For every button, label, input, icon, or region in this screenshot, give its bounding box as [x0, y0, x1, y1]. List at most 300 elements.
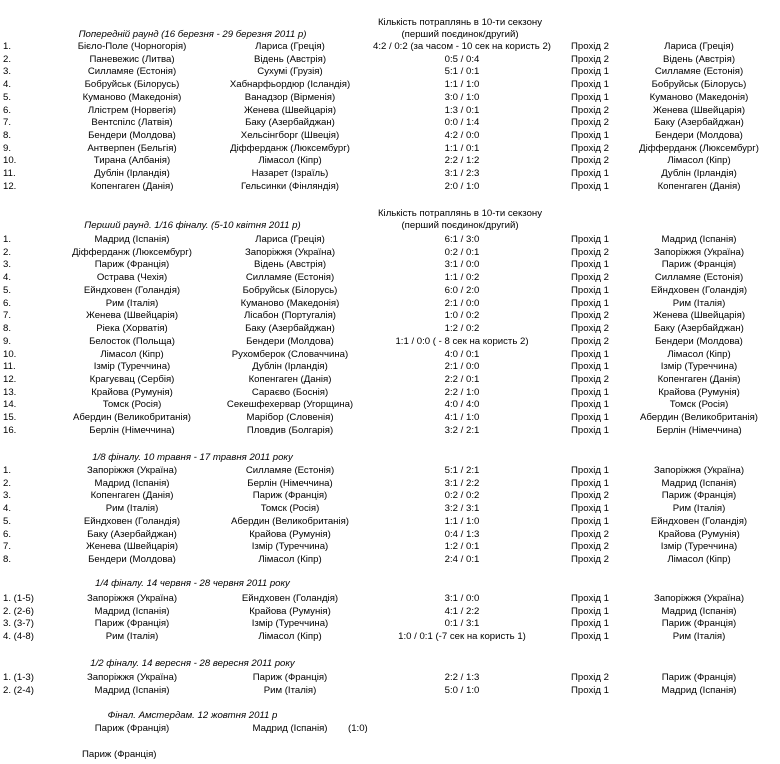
match-score: 0:4 / 1:3: [444, 528, 480, 540]
home-team: Рим (Італія): [105, 503, 159, 515]
advance-label: Прохід 2: [571, 323, 609, 335]
home-team: Берлін (Німеччина): [89, 424, 175, 436]
away-team: Абердин (Великобританія): [231, 515, 349, 527]
match-row: [0, 143, 780, 156]
match-score: 0:2 / 0:2: [444, 490, 480, 502]
match-score: 3:2 / 2:1: [444, 424, 480, 436]
away-team: Томск (Росія): [260, 503, 320, 515]
home-team: Бієло-Поле (Чорногорія): [77, 41, 187, 52]
section-header: [0, 443, 780, 467]
away-team: Париж (Франція): [252, 490, 328, 502]
section-header: [0, 649, 780, 673]
advance-label: Прохід 2: [571, 528, 609, 540]
away-team: Куманово (Македонія): [240, 297, 340, 309]
advance-label: Прохід 1: [571, 259, 609, 271]
advance-label: Прохід 2: [571, 246, 609, 258]
away-team: Крайова (Румунія): [249, 528, 331, 540]
home-team: Ріека (Хорватія): [96, 323, 168, 335]
match-number: 7.: [3, 310, 12, 322]
match-number: 3.: [3, 490, 12, 502]
advance-label: Прохід 1: [571, 465, 609, 476]
winner-team: Париж (Франція): [661, 259, 737, 271]
match-row: [0, 399, 780, 412]
match-score: 3:1 / 2:3: [444, 168, 480, 180]
match-row: [0, 66, 780, 79]
away-team: Лімасол (Кіпр): [258, 155, 322, 167]
winner-team: Берлін (Німеччина): [656, 424, 742, 436]
match-score: 1:2 / 0:1: [444, 541, 480, 553]
home-team: Запоріжжя (Україна): [86, 672, 178, 683]
home-team: Париж (Франція): [94, 618, 170, 630]
away-team: Рухомберок (Словаччина): [231, 348, 349, 360]
match-row: [0, 478, 780, 491]
match-row: [0, 349, 780, 362]
match-number: 2.: [3, 53, 12, 65]
match-score: 2:1 / 0:0: [444, 361, 480, 373]
match-number: 5.: [3, 284, 12, 296]
match-number: 2.: [3, 246, 12, 258]
advance-label: Прохід 1: [571, 631, 609, 642]
winner-team: Дублін (Ірландія): [661, 168, 737, 180]
match-number: 7.: [3, 117, 12, 129]
winner-team: Відень (Австрія): [662, 53, 736, 65]
home-team: Крагуєвац (Сербія): [89, 374, 175, 386]
match-row: [0, 606, 780, 619]
match-number: 1.: [3, 465, 12, 476]
advance-label: Прохід 2: [571, 490, 609, 502]
away-team: Діфферданж (Люксембург): [230, 142, 350, 154]
winner-team: Копенгаген (Данія): [657, 180, 741, 192]
advance-label: Прохід 2: [571, 155, 609, 167]
section-header: [0, 208, 780, 235]
match-score: 1:1 / 0:2: [444, 272, 480, 284]
final-away-team: Мадрид (Іспанія): [252, 723, 328, 734]
home-team: Женева (Швейцарія): [85, 541, 179, 553]
match-row: [0, 425, 780, 438]
winner-team: Абердин (Великобританія): [640, 412, 758, 424]
home-team: Ллістрем (Норвегія): [87, 104, 177, 116]
away-team: Рим (Італія): [263, 684, 317, 696]
away-team: Сухумі (Грузія): [257, 66, 323, 78]
home-team: Бендери (Молдова): [88, 130, 176, 142]
away-team: Лариса (Греція): [255, 234, 325, 245]
match-score: 5:1 / 2:1: [444, 465, 480, 476]
advance-label: Прохід 1: [571, 348, 609, 360]
winner-team: Томск (Росія): [669, 399, 729, 411]
winner-team: Копенгаген (Данія): [657, 374, 741, 386]
match-row: [0, 541, 780, 554]
winner-team: Париж (Франція): [661, 490, 737, 502]
advance-label: Прохід 1: [571, 424, 609, 436]
match-row: [0, 465, 780, 478]
home-team: Мадрид (Іспанія): [94, 605, 170, 617]
section-title: 1/8 фіналу. 10 травня - 17 травня 2011 року: [92, 452, 293, 463]
winner-team: Бендери (Молдова): [655, 335, 743, 347]
advance-label: Прохід 2: [571, 272, 609, 284]
match-number: 9.: [3, 142, 12, 154]
match-number: 8.: [3, 130, 12, 142]
advance-label: Прохід 1: [571, 180, 609, 192]
away-team: Силламяе (Естонія): [245, 465, 335, 476]
match-score: 0:2 / 0:1: [444, 246, 480, 258]
advance-label: Прохід 2: [571, 374, 609, 386]
match-number: 11.: [3, 361, 16, 373]
advance-label: Прохід 1: [571, 168, 609, 180]
advance-label: Прохід 2: [571, 553, 609, 565]
away-team: Лісабон (Португалія): [244, 310, 336, 322]
home-team: Копенгаген (Данія): [90, 180, 174, 192]
advance-label: Прохід 1: [571, 386, 609, 398]
match-number: 4.: [3, 79, 12, 91]
away-team: Хабнарфьордюр (Ісландія): [229, 79, 351, 91]
winner-team: Запоріжжя (Україна): [653, 593, 745, 604]
match-number: 1.: [3, 234, 12, 245]
match-number: 15.: [3, 412, 17, 424]
match-number: 3. (3-7): [3, 618, 34, 630]
advance-label: Прохід 1: [571, 477, 609, 489]
match-score: 0:1 / 3:1: [444, 618, 480, 630]
match-row: [0, 247, 780, 260]
score-header-line1: Кількість потраплянь в 10-ти секзону: [377, 17, 543, 28]
match-score: 4:1 / 1:0: [444, 412, 480, 424]
match-score: 4:0 / 0:1: [444, 348, 480, 360]
home-team: Бобруйськ (Білорусь): [84, 79, 180, 91]
match-row: [0, 181, 780, 194]
match-score: 2:1 / 0:0: [444, 297, 480, 309]
advance-label: Прохід 1: [571, 130, 609, 142]
away-team: Берлін (Німеччина): [247, 477, 333, 489]
away-team: Париж (Франція): [252, 672, 328, 683]
winner-team: Женева (Швейцарія): [652, 310, 746, 322]
match-number: 1. (1-3): [3, 672, 34, 683]
match-score: 1:0 / 0:1 (-7 сек на користь 1): [398, 631, 526, 642]
advance-label: Прохід 1: [571, 284, 609, 296]
match-row: [0, 490, 780, 503]
home-team: Запоріжжя (Україна): [86, 465, 178, 476]
advance-label: Прохід 1: [571, 399, 609, 411]
winner-team: Лариса (Греція): [664, 41, 734, 52]
match-score: 3:2 / 3:1: [444, 503, 480, 515]
away-team: Відень (Австрія): [253, 53, 327, 65]
match-score: 3:1 / 0:0: [444, 593, 480, 604]
away-team: Гельсинки (Фінляндія): [241, 180, 339, 192]
match-score: 0:0 / 1:4: [444, 117, 480, 129]
winner-team: Ізмір (Туреччина): [660, 361, 738, 373]
winner-team: Силламяе (Естонія): [654, 66, 744, 78]
home-team: Ізмір (Туреччина): [93, 361, 171, 373]
winner-team: Лімасол (Кіпр): [667, 348, 731, 360]
away-team: Ізмір (Туреччина): [251, 541, 329, 553]
away-team: Секешфехервар (Угорщина): [226, 399, 354, 411]
winner-team: Лімасол (Кіпр): [667, 553, 731, 565]
match-number: 6.: [3, 297, 12, 309]
advance-label: Прохід 1: [571, 684, 609, 696]
match-row: [0, 92, 780, 105]
match-score: 5:0 / 1:0: [444, 684, 480, 696]
match-number: 6.: [3, 104, 12, 116]
away-team: Лімасол (Кіпр): [258, 553, 322, 565]
home-team: Женева (Швейцарія): [85, 310, 179, 322]
match-score: 5:1 / 0:1: [444, 66, 480, 78]
match-score: 2:4 / 0:1: [444, 553, 480, 565]
home-team: Лімасол (Кіпр): [100, 348, 164, 360]
home-team: Вентспілс (Латвія): [91, 117, 173, 129]
advance-label: Прохід 1: [571, 515, 609, 527]
advance-label: Прохід 2: [571, 672, 609, 683]
match-row: [0, 618, 780, 631]
match-number: 2. (2-6): [3, 605, 34, 617]
match-row: [0, 387, 780, 400]
home-team: Ейндховен (Голандія): [83, 515, 181, 527]
away-team: Відень (Австрія): [253, 259, 327, 271]
advance-label: Прохід 1: [571, 605, 609, 617]
match-score: 3:0 / 1:0: [444, 91, 480, 103]
winner-team: Куманово (Македонія): [649, 91, 749, 103]
match-row: [0, 310, 780, 323]
final-match: [0, 723, 780, 736]
match-row: [0, 130, 780, 143]
match-score: 4:2 / 0:0: [444, 130, 480, 142]
match-number: 5.: [3, 91, 12, 103]
match-score: 1:0 / 0:2: [444, 310, 480, 322]
winner-team: Рим (Італія): [672, 631, 726, 642]
match-number: 9.: [3, 335, 12, 347]
match-row: [0, 336, 780, 349]
match-score: 1:1 / 1:0: [444, 79, 480, 91]
score-header-line2: (перший поєдинок/другий): [401, 220, 519, 231]
match-score: 6:1 / 3:0: [444, 234, 480, 245]
away-team: Хельсінгборг (Швеція): [240, 130, 340, 142]
advance-label: Прохід 1: [571, 503, 609, 515]
winner-team: Баку (Азербайджан): [654, 323, 744, 335]
match-row: [0, 323, 780, 336]
match-row: [0, 298, 780, 311]
match-number: 16.: [3, 424, 17, 436]
match-number: 3.: [3, 66, 12, 78]
advance-label: Прохід 2: [571, 117, 609, 129]
away-team: Ізмір (Туреччина): [251, 618, 329, 630]
winner-team: Рим (Італія): [672, 503, 726, 515]
home-team: Запоріжжя (Україна): [86, 593, 178, 604]
winner-team: Запоріжжя (Україна): [653, 465, 745, 476]
section-header: [0, 569, 780, 593]
match-row: [0, 631, 780, 644]
winner-team: Бендери (Молдова): [655, 130, 743, 142]
advance-label: Прохід 2: [571, 53, 609, 65]
advance-label: Прохід 1: [571, 593, 609, 604]
advance-label: Прохід 1: [571, 79, 609, 91]
away-team: Сарaєво (Боснія): [251, 386, 329, 398]
match-score: 2:2 / 1:3: [444, 672, 480, 683]
away-team: Женева (Швейцарія): [243, 104, 337, 116]
section-title: Попередній раунд (16 березня - 29 березня 2011 р): [78, 29, 307, 40]
home-team: Бендери (Молдова): [88, 553, 176, 565]
match-score: 1:1 / 0:1: [444, 142, 480, 154]
away-team: Лариса (Греція): [255, 41, 325, 52]
match-row: [0, 672, 780, 685]
final-home-team: Париж (Франція): [94, 723, 170, 734]
winner-team: Крайова (Румунія): [658, 386, 740, 398]
match-number: 4. (4-8): [3, 631, 34, 642]
home-team: Мадрид (Іспанія): [94, 234, 170, 245]
away-team: Баку (Азербайджан): [245, 323, 335, 335]
match-row: [0, 374, 780, 387]
match-score: 1:3 / 0:1: [444, 104, 480, 116]
match-row: [0, 516, 780, 529]
home-team: Мадрид (Іспанія): [94, 684, 170, 696]
match-number: 1.: [3, 41, 12, 52]
match-number: 12.: [3, 180, 17, 192]
match-row: [0, 593, 780, 606]
winner-team: Діфферданж (Люксембург): [639, 142, 759, 154]
winner-team: Баку (Азербайджан): [654, 117, 744, 129]
advance-label: Прохід 2: [571, 104, 609, 116]
advance-label: Прохід 1: [571, 234, 609, 245]
away-team: Бобруйськ (Білорусь): [242, 284, 338, 296]
winner-team: Лімасол (Кіпр): [667, 155, 731, 167]
match-score: 2:2 / 1:2: [444, 155, 480, 167]
match-score: 3:1 / 2:2: [444, 477, 480, 489]
home-team: Антверпен (Бельгія): [87, 142, 177, 154]
match-number: 2.: [3, 477, 12, 489]
winner-team: Ейндховен (Голандія): [650, 515, 748, 527]
home-team: Діфферданж (Люксембург): [72, 246, 192, 258]
home-team: Мадрид (Іспанія): [94, 477, 170, 489]
match-number: 6.: [3, 528, 12, 540]
advance-label: Прохід 2: [571, 335, 609, 347]
match-score: 0:5 / 0:4: [444, 53, 480, 65]
match-number: 4.: [3, 272, 12, 284]
match-number: 2. (2-4): [3, 684, 34, 696]
away-team: Назарет (Ізраїль): [251, 168, 329, 180]
home-team: Тирана (Албанія): [93, 155, 171, 167]
section-title: Перший раунд. 1/16 фіналу. (5-10 квітня 2011 р): [84, 220, 301, 231]
away-team: Крайова (Румунія): [249, 605, 331, 617]
match-row: [0, 105, 780, 118]
match-row: [0, 412, 780, 425]
match-row: [0, 503, 780, 516]
away-team: Ейндховен (Голандія): [241, 593, 339, 604]
section-title: 1/4 фіналу. 14 червня - 28 червня 2011 року: [95, 578, 290, 589]
match-row: [0, 168, 780, 181]
home-team: Ейндховен (Голандія): [83, 284, 181, 296]
home-team: Куманово (Македонія): [82, 91, 182, 103]
match-number: 8.: [3, 323, 12, 335]
final-winner: Париж (Франція): [82, 749, 157, 760]
match-number: 7.: [3, 541, 12, 553]
winner-team: Мадрид (Іспанія): [661, 605, 737, 617]
match-number: 14.: [3, 399, 17, 411]
match-score: 1:1 / 0:0 ( - 8 сек на користь 2): [395, 335, 529, 347]
match-score: 2:0 / 1:0: [444, 180, 480, 192]
winner-team: Ізмір (Туреччина): [660, 541, 738, 553]
match-row: [0, 529, 780, 542]
advance-label: Прохід 1: [571, 297, 609, 309]
away-team: Марібор (Словенія): [246, 412, 334, 424]
match-row: [0, 117, 780, 130]
home-team: Абердин (Великобританія): [73, 412, 191, 424]
home-team: Острава (Чехія): [96, 272, 168, 284]
match-number: 10.: [3, 155, 17, 167]
match-row: [0, 54, 780, 67]
final-title: Фінал. Амстердам. 12 жовтня 2011 р: [107, 710, 278, 721]
match-row: [0, 259, 780, 272]
away-team: Бендери (Молдова): [246, 335, 334, 347]
home-team: Рим (Італія): [105, 631, 159, 642]
advance-label: Прохід 2: [571, 142, 609, 154]
match-row: [0, 41, 780, 54]
match-number: 8.: [3, 553, 12, 565]
away-team: Баку (Азербайджан): [245, 117, 335, 129]
match-row: [0, 155, 780, 168]
match-row: [0, 285, 780, 298]
match-row: [0, 79, 780, 92]
away-team: Пловдив (Болгарія): [246, 424, 334, 436]
match-number: 11.: [3, 168, 16, 180]
match-score: 1:2 / 0:2: [444, 323, 480, 335]
winner-team: Рим (Італія): [672, 297, 726, 309]
away-team: Дублін (Ірландія): [252, 361, 328, 373]
match-score: 6:0 / 2:0: [444, 284, 480, 296]
advance-label: Прохід 1: [571, 361, 609, 373]
winner-team: Ейндховен (Голандія): [650, 284, 748, 296]
away-team: Копенгаген (Данія): [248, 374, 332, 386]
match-score: 4:1 / 2:2: [444, 605, 480, 617]
match-number: 5.: [3, 515, 12, 527]
match-row: [0, 234, 780, 247]
home-team: Дублін (Ірландія): [94, 168, 170, 180]
match-number: 1. (1-5): [3, 593, 34, 604]
match-row: [0, 554, 780, 567]
winner-team: Париж (Франція): [661, 618, 737, 630]
score-header-line1: Кількість потраплянь в 10-ти секзону: [377, 208, 543, 219]
match-number: 13.: [3, 386, 17, 398]
match-score: 1:1 / 1:0: [444, 515, 480, 527]
section-title: 1/2 фіналу. 14 вересня - 28 вересня 2011 року: [90, 658, 295, 669]
home-team: Паневежис (Литва): [89, 53, 175, 65]
match-number: 3.: [3, 259, 12, 271]
home-team: Рим (Італія): [105, 297, 159, 309]
match-score: 2:2 / 1:0: [444, 386, 480, 398]
winner-team: Крайова (Румунія): [658, 528, 740, 540]
winner-team: Силламяе (Естонія): [654, 272, 744, 284]
match-row: [0, 272, 780, 285]
away-team: Лімасол (Кіпр): [258, 631, 322, 642]
match-row: [0, 685, 780, 698]
home-team: Крайова (Румунія): [91, 386, 173, 398]
winner-team: Париж (Франція): [661, 672, 737, 683]
final-winner-row: [0, 749, 780, 762]
advance-label: Прохід 1: [571, 91, 609, 103]
winner-team: Запоріжжя (Україна): [653, 246, 745, 258]
winner-team: Мадрид (Іспанія): [661, 684, 737, 696]
advance-label: Прохід 2: [571, 541, 609, 553]
advance-label: Прохід 1: [571, 66, 609, 78]
match-score: 4:2 / 0:2 (за часом - 10 сек на користь 2): [373, 41, 551, 52]
winner-team: Бобруйськ (Білорусь): [651, 79, 747, 91]
winner-team: Мадрид (Іспанія): [661, 234, 737, 245]
home-team: Белосток (Польща): [89, 335, 175, 347]
match-number: 4.: [3, 503, 12, 515]
winner-team: Мадрид (Іспанія): [661, 477, 737, 489]
away-team: Силламяе (Естонія): [245, 272, 335, 284]
final-score: (1:0): [348, 723, 368, 734]
home-team: Париж (Франція): [94, 259, 170, 271]
advance-label: Прохід 2: [571, 310, 609, 322]
match-number: 10.: [3, 348, 17, 360]
advance-label: Прохід 2: [571, 41, 609, 52]
away-team: Запоріжжя (Україна): [244, 246, 336, 258]
